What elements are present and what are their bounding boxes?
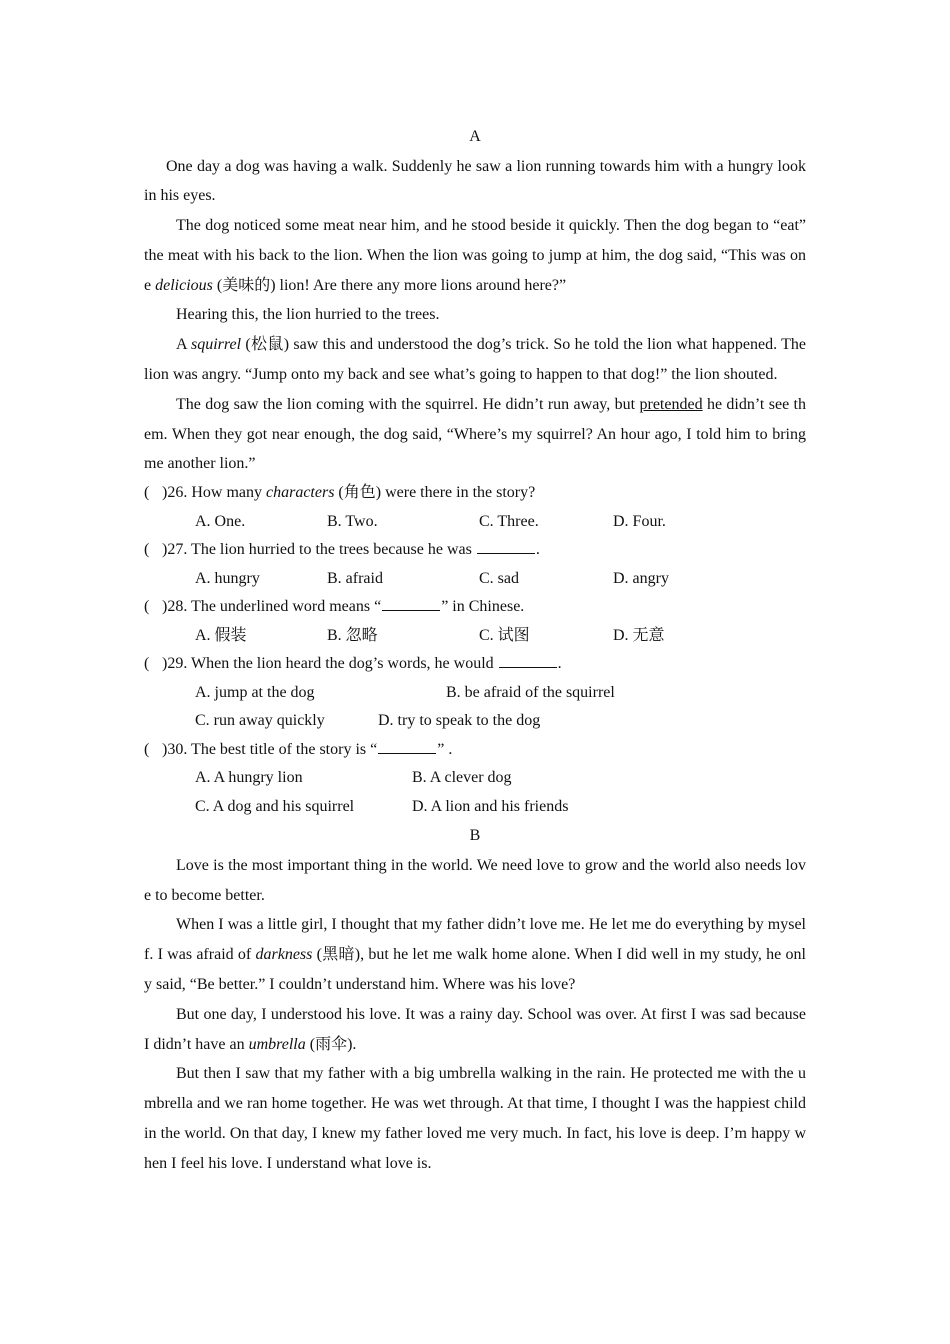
vocab-squirrel: squirrel <box>191 336 242 354</box>
answer-blank <box>378 739 436 754</box>
passage-a-paragraph-1: One day a dog was having a walk. Suddenly he saw a lion running towards him with a hungry look in his eyes. <box>144 157 806 205</box>
option-a: A. jump at the dog <box>195 683 315 701</box>
passage-a-paragraph-5: The dog saw the lion coming with the squirrel. He didn’t run away, but pretended he didn’t see them. When they got near enough, the dog said, “Where’s my squirrel? An hour ago, I told him to bring me another lion.” <box>144 395 806 473</box>
question-28: ( )28. The underlined word means “ ” in Chinese. <box>144 593 806 622</box>
vocab-darkness: darkness <box>255 946 313 964</box>
option-a: A. One. <box>195 512 246 530</box>
question-26: ( )26. How many characters (角色) were there in the story? <box>144 479 806 508</box>
question-30-options-row-1 <box>144 764 806 793</box>
document-page <box>144 122 806 1179</box>
question-26-options <box>144 508 806 537</box>
option-d: D. Four. <box>613 512 666 530</box>
answer-bracket: ( <box>144 484 150 502</box>
answer-blank <box>382 596 440 611</box>
question-28-options <box>144 622 806 651</box>
vocab-umbrella: umbrella <box>248 1035 306 1053</box>
answer-blank <box>499 653 557 668</box>
option-c: C. 试图 <box>479 626 530 644</box>
passage-a-paragraph-4: A squirrel (松鼠) saw this and understood the dog’s trick. So he told the lion what happened. The lion was angry. “Jump onto my back and see what’s going to happen to that dog!” the lion shouted. <box>144 336 806 384</box>
question-30-options-row-2 <box>144 793 806 822</box>
option-b: B. afraid <box>327 569 383 587</box>
option-d: D. 无意 <box>613 626 665 644</box>
question-29-options-row-2 <box>144 707 806 736</box>
option-d: D. try to speak to the dog <box>378 712 541 730</box>
question-27: ( )27. The lion hurried to the trees because he was . <box>144 536 806 565</box>
option-d: D. angry <box>613 569 669 587</box>
question-29: ( )29. When the lion heard the dog’s words, he would . <box>144 650 806 679</box>
passage-a-paragraph-3: Hearing this, the lion hurried to the trees. <box>176 306 440 324</box>
option-b: B. A clever dog <box>412 769 512 787</box>
option-c: C. A dog and his squirrel <box>195 797 355 815</box>
underlined-word-pretended: pretended <box>639 395 703 413</box>
option-c: C. sad <box>479 569 519 587</box>
passage-a-paragraph-2: The dog noticed some meat near him, and he stood beside it quickly. Then the dog began to “eat” the meat with his back to the lion. When the lion was going to jump at him, the dog said, “This was one delicious (美味的) lion! Are there any more lions around here?” <box>144 217 806 294</box>
passage-b-paragraph-3: But one day, I understood his love. It was a rainy day. School was over. At first I was sad because I didn’t have an umbrella (雨伞). <box>144 1005 806 1053</box>
option-a: A. A hungry lion <box>195 769 303 787</box>
passage-a-heading: A <box>469 128 481 145</box>
answer-bracket: ( <box>144 740 150 758</box>
passage-b-paragraph-4: But then I saw that my father with a big umbrella walking in the rain. He protected me with the umbrella and we ran home together. He was wet through. At that time, I thought I was the happiest child in the world. On that day, I knew my father loved me very much. In fact, his love is deep. I’m happy when I feel his love. I understand what love is. <box>144 1065 806 1172</box>
answer-bracket: ( <box>144 541 150 559</box>
option-b: B. be afraid of the squirrel <box>446 683 615 701</box>
passage-b-paragraph-2: When I was a little girl, I thought that my father didn’t love me. He let me do everything by myself. I was afraid of darkness (黑暗), but he let me walk home alone. When I did well in my study, he only said, “Be better.” I couldn’t understand him. Where was his love? <box>144 916 806 993</box>
option-d: D. A lion and his friends <box>412 797 569 815</box>
question-29-options-row-1 <box>144 679 806 708</box>
vocab-characters: characters <box>265 484 335 502</box>
passage-b-heading: B <box>469 827 481 845</box>
option-c: C. Three. <box>479 512 539 530</box>
passage-b-paragraph-1: Love is the most important thing in the world. We need love to grow and the world also needs love to become better. <box>144 856 806 904</box>
vocab-delicious: delicious <box>155 276 213 294</box>
question-27-options <box>144 565 806 594</box>
option-a: A. 假装 <box>195 626 247 644</box>
answer-bracket: ( <box>144 598 150 616</box>
option-a: A. hungry <box>195 569 260 587</box>
option-b: B. 忽略 <box>327 626 378 644</box>
option-b: B. Two. <box>327 512 378 530</box>
answer-blank <box>477 539 535 554</box>
option-c: C. run away quickly <box>195 712 325 730</box>
answer-bracket: ( <box>144 655 150 673</box>
question-30: ( )30. The best title of the story is “ ” . <box>144 736 806 765</box>
